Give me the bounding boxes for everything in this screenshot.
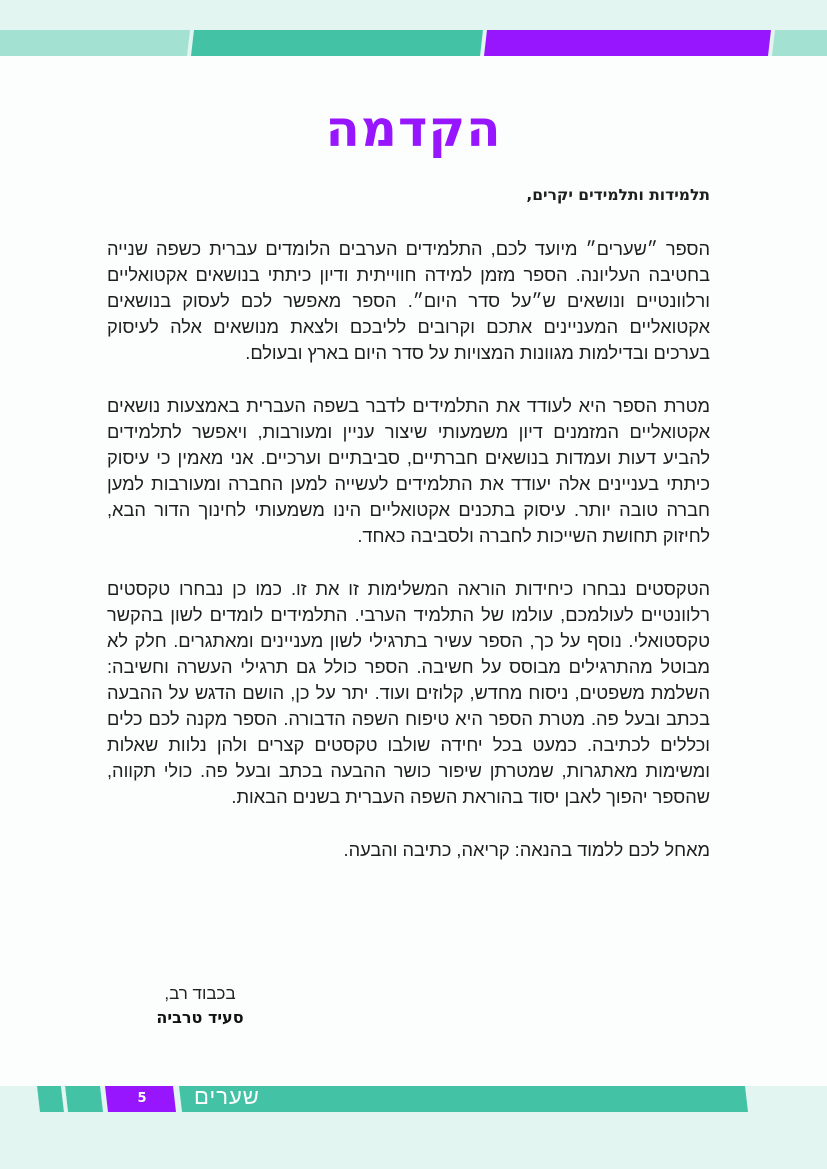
signature-name: סעיד טרביה bbox=[156, 1008, 244, 1027]
book-name: שערים bbox=[194, 1085, 260, 1110]
footer-segment-teal-small bbox=[65, 1086, 103, 1112]
paragraph-3: הטקסטים נבחרו כיחידות הוראה המשלימות זו את זו. כמו כן נבחרו טקסטים רלוונטיים לעולמכם, עולמו של התלמיד הערבי. התלמידים לומדים לשון בהקשר טקסטואלי. נוסף על כך, הספר עשיר בתרגילי לשון מעניינים ומאתגרים. חלק לא מבוטל מהתרגילים מבוסס על חשיבה. הספר כולל גם תרגילי העשרה וחשיבה: השלמת משפטים, ניסוח מחדש, קלוזים ועוד. יתר על כן, הושם הדגש על ההבעה בכתב ובעל פה. מטרת הספר היא טיפוח השפה הדבורה. הספר מקנה לכם כלים וכללים לכתיבה. כמעט בכל יחידה שולבו טקסטים קצרים ולהן נלוות שאלות ומשימות מאתגרות, שמטרתן שיפור כושר ההבעה בכתב ובעל פה. כולי תקווה, שהספר יהפוך לאבן יסוד בהוראת השפה העברית בשנים הבאות. bbox=[107, 579, 710, 807]
header-segment-light-right bbox=[772, 30, 827, 56]
footer-band bbox=[0, 1086, 827, 1112]
greeting: תלמידות ותלמידים יקרים, bbox=[526, 186, 710, 204]
footer-segment-teal-left bbox=[37, 1086, 64, 1112]
page-title: הקדמה bbox=[325, 100, 502, 158]
header-segment-teal bbox=[191, 30, 483, 56]
header-band bbox=[0, 30, 827, 56]
paragraph-2: מטרת הספר היא לעודד את התלמידים לדבר בשפה העברית באמצעות נושאים אקטואליים המזמנים דיון משמעותי שיצור עניין ומעורבות, ויאפשר לתלמידים להביע דעות ועמדות בנושאים חברתיים, סביבתיים וערכיים. אני מאמין כי עיסוק כיתתי בעניינים אלה יעודד את התלמידים לעשייה למען החברה ומעורבות למען חברה טובה יותר. עיסוק בתכנים אקטואליים הינו משמעותי לחינוך הדור הבא, לחיזוק תחושת השייכות לחברה ולסביבה כאחד. bbox=[107, 396, 710, 546]
header-segment-purple bbox=[484, 30, 771, 56]
top-margin bbox=[0, 0, 827, 30]
signature-regards: בכבוד רב, bbox=[164, 984, 236, 1003]
intro-content bbox=[107, 182, 710, 863]
page-number: 5 bbox=[137, 1091, 147, 1106]
signature-block bbox=[120, 982, 280, 1030]
closing-line: מאחל לכם ללמוד בהנאה: קריאה, כתיבה והבעה. bbox=[343, 840, 710, 860]
header-segment-light-left bbox=[0, 30, 190, 56]
header-band-segments bbox=[0, 30, 827, 56]
paragraph-1: הספר ״שערים״ מיועד לכם, התלמידים הערבים הלומדים עברית כשפה שנייה בחטיבה העליונה. הספר מזמן למידה חווייתית ודיון כיתתי בנושאים אקטואליים ורלוונטיים ונושאים ש״על סדר היום״. הספר מאפשר לכם לעסוק בנושאים אקטואליים המעניינים אתכם וקרובים לליבכם ולצאת מנושאים אלה לעיסוק בערכים ובדילמות מגוונות המצויות על סדר היום בארץ ובעולם. bbox=[107, 239, 710, 363]
